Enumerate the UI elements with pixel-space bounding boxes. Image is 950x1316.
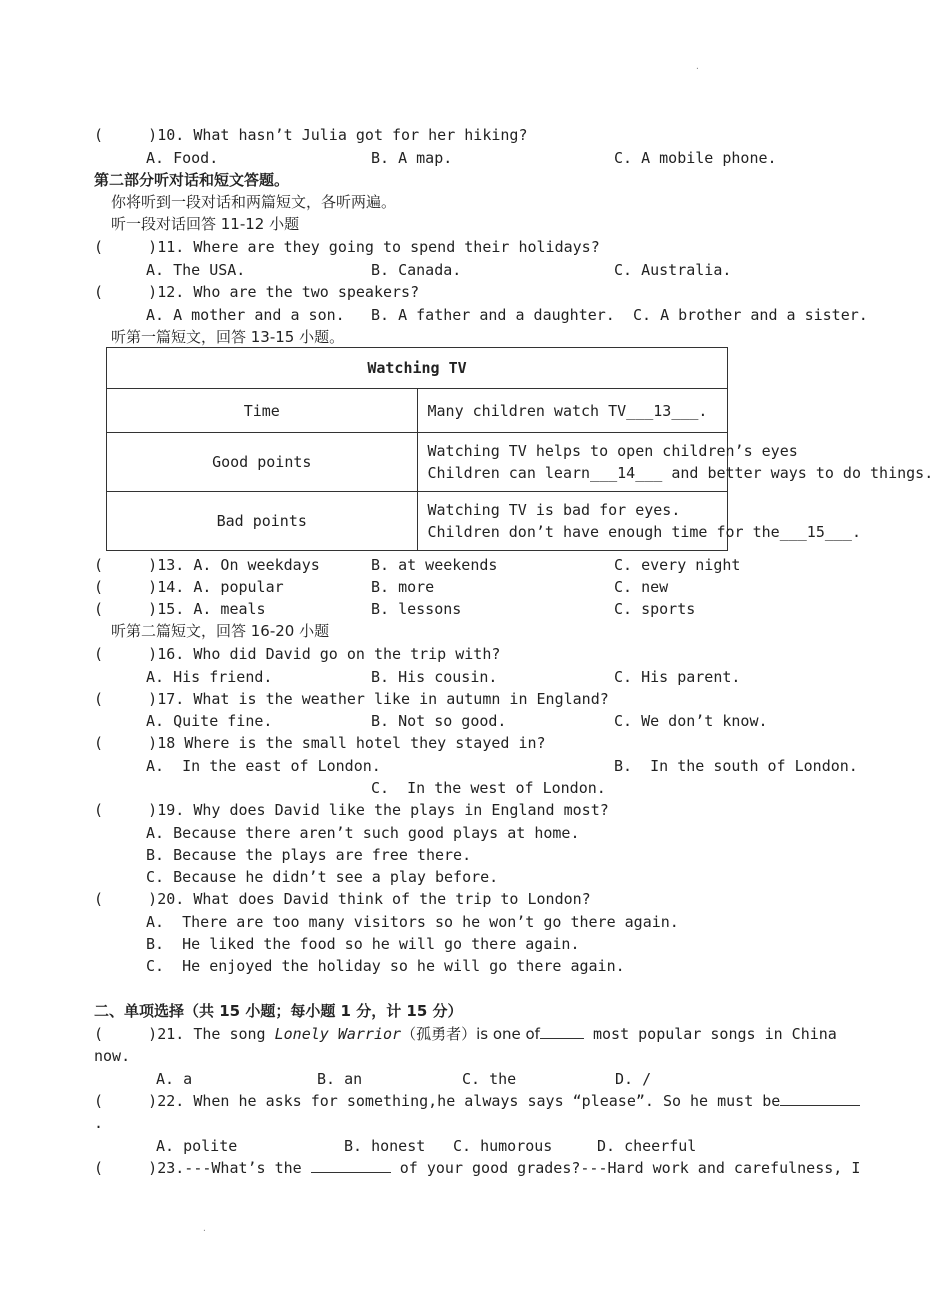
question-18: ( )18 Where is the small hotel they stayed in? — [94, 734, 546, 752]
q20-option-a: A. There are too many visitors so he won’t go there again. — [146, 913, 679, 931]
q22-continuation: . — [94, 1114, 104, 1132]
q20-option-b: B. He liked the food so he will go there again. — [146, 935, 580, 953]
q12-option-a: A. A mother and a son. — [146, 306, 345, 324]
q21-song-title: Lonely Warrior — [274, 1025, 402, 1043]
q21-continuation: now. — [94, 1047, 131, 1065]
q19-option-a: A. Because there aren’t such good plays at home. — [146, 824, 580, 842]
q19-option-c: C. Because he didn’t see a play before. — [146, 868, 499, 886]
table-row-key: Time — [107, 389, 418, 433]
q22-option-c: C. humorous — [453, 1137, 553, 1155]
question-14: ( )14. A. popular — [94, 578, 284, 596]
question-16: ( )16. Who did David go on the trip with? — [94, 645, 501, 663]
q19-option-b: B. Because the plays are free there. — [146, 846, 472, 864]
q17-option-a: A. Quite fine. — [146, 712, 273, 730]
q18-option-c: C. In the west of London. — [371, 779, 606, 797]
question-17: ( )17. What is the weather like in autumn in England? — [94, 690, 609, 708]
q21-mid: （孤勇者）is one of — [401, 1025, 540, 1043]
q16-option-b: B. His cousin. — [371, 668, 498, 686]
watching-tv-table — [106, 347, 934, 551]
question-20: ( )20. What does David think of the trip to London? — [94, 890, 591, 908]
part2-intro: 你将听到一段对话和两篇短文，各听两遍。 — [111, 193, 397, 211]
table-title: Watching TV — [107, 348, 728, 389]
q22-option-d: D. cheerful — [597, 1137, 697, 1155]
q10-option-b: B. A map. — [371, 149, 453, 167]
table-row-key: Bad points — [107, 492, 418, 551]
q21-blank — [540, 1024, 584, 1039]
table-row-key: Good points — [107, 433, 418, 492]
q15-option-b: B. lessons — [371, 600, 462, 618]
q21-option-c: C. the — [462, 1070, 517, 1088]
q16-option-a: A. His friend. — [146, 668, 273, 686]
question-22 — [94, 1090, 860, 1112]
q21-option-d: D. / — [615, 1070, 652, 1088]
q10-option-c: C. A mobile phone. — [614, 149, 777, 167]
q12-option-b: B. A father and a daughter. — [371, 306, 615, 324]
q10-option-a: A. Food. — [146, 149, 219, 167]
q22-blank — [780, 1091, 860, 1106]
question-12: ( )12. Who are the two speakers? — [94, 283, 420, 301]
q23-post: of your good grades?---Hard work and carefulness, I — [390, 1159, 861, 1177]
q22-text: ( )22. When he asks for something,he always says “please”. So he must be — [94, 1092, 781, 1110]
q14-option-b: B. more — [371, 578, 435, 596]
question-23 — [94, 1157, 860, 1179]
q13-option-c: C. every night — [614, 556, 741, 574]
q14-option-c: C. new — [614, 578, 669, 596]
q12-option-c: C. A brother and a sister. — [633, 306, 868, 324]
question-19: ( )19. Why does David like the plays in England most? — [94, 801, 609, 819]
table-row-value: Many children watch TV___13___. — [417, 389, 728, 433]
q23-pre: ( )23.---What’s the — [94, 1159, 311, 1177]
table-row-value: Watching TV helps to open children’s eyes Children can learn___14___ and better ways to do things. — [417, 433, 728, 492]
q11-option-c: C. Australia. — [614, 261, 732, 279]
q21-pre: ( )21. The song — [94, 1025, 275, 1043]
passage2-heading: 听第二篇短文，回答 16-20 小题 — [111, 622, 330, 640]
bottom-mark: . — [202, 1224, 207, 1233]
section2-title: 二、单项选择（共 15 小题；每小题 1 分，计 15 分） — [94, 1002, 463, 1020]
passage1-heading: 听第一篇短文，回答 13-15 小题。 — [111, 328, 345, 346]
question-13: ( )13. A. On weekdays — [94, 556, 320, 574]
q11-option-a: A. The USA. — [146, 261, 246, 279]
q21-post: most popular songs in China — [583, 1025, 837, 1043]
q16-option-c: C. His parent. — [614, 668, 741, 686]
q17-option-c: C. We don’t know. — [614, 712, 768, 730]
q21-option-a: A. a — [156, 1070, 193, 1088]
q15-option-c: C. sports — [614, 600, 696, 618]
part2-title: 第二部分听对话和短文答题。 — [94, 171, 290, 189]
q11-option-b: B. Canada. — [371, 261, 462, 279]
dialogue-heading: 听一段对话回答 11-12 小题 — [111, 215, 300, 233]
question-21 — [94, 1023, 837, 1045]
q13-option-b: B. at weekends — [371, 556, 498, 574]
q18-option-b: B. In the south of London. — [614, 757, 858, 775]
q23-blank — [311, 1158, 391, 1173]
q22-option-b: B. honest — [344, 1137, 426, 1155]
q21-option-b: B. an — [317, 1070, 363, 1088]
q20-option-c: C. He enjoyed the holiday so he will go there again. — [146, 957, 625, 975]
question-15: ( )15. A. meals — [94, 600, 266, 618]
q17-option-b: B. Not so good. — [371, 712, 507, 730]
question-10: ( )10. What hasn’t Julia got for her hiking? — [94, 126, 528, 144]
table-row-value: Watching TV is bad for eyes. Children don’t have enough time for the___15___. — [417, 492, 728, 551]
top-mark: . — [695, 62, 700, 71]
q22-option-a: A. polite — [156, 1137, 238, 1155]
question-11: ( )11. Where are they going to spend their holidays? — [94, 238, 600, 256]
q18-option-a: A. In the east of London. — [146, 757, 381, 775]
